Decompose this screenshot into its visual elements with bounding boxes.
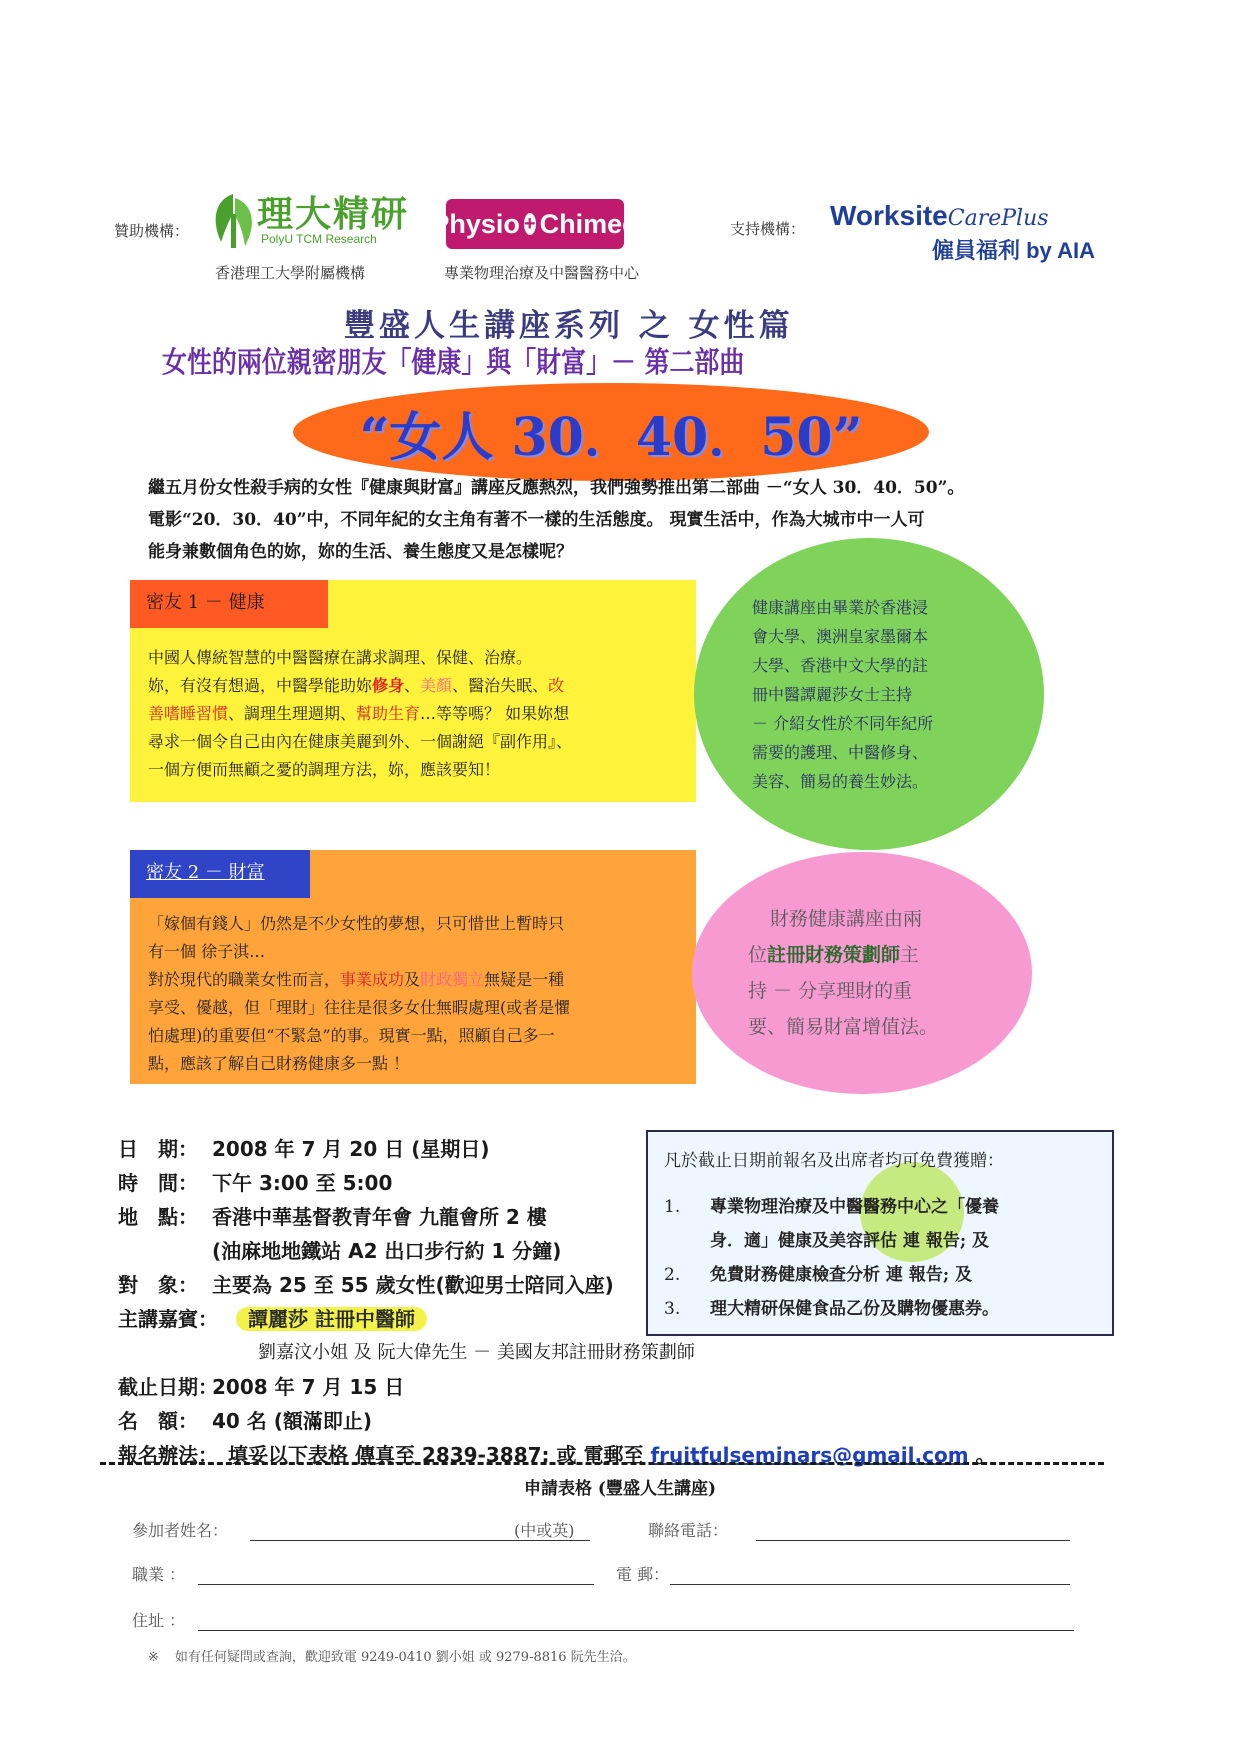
circle1-line: 大學、香港中文大學的註 <box>752 655 929 675</box>
friend2-line: 怕處理)的重要但“不緊急”的事。現實一點，照顧自己多一 <box>148 1026 555 1045</box>
friend1-line <box>148 672 572 700</box>
footnote-mark: ※ <box>148 1650 159 1665</box>
text-span: 對於現代的職業女性而言， <box>148 970 341 989</box>
worksite-logo-bold: Worksite <box>830 200 948 231</box>
target-value: 主要為 25 至 55 歲女性(歡迎男士陪同入座) <box>212 1273 614 1297</box>
gift-box <box>646 1130 1114 1336</box>
polyu-logo-cn: 理大精研 <box>257 193 410 234</box>
physio-chimed-logo <box>431 199 639 249</box>
form-title: 申請表格 (豐盛人生講座) <box>523 1479 716 1499</box>
text-span: 位 <box>748 944 768 966</box>
circle1-line: 會大學、澳洲皇家墨爾本 <box>752 626 929 646</box>
time-value: 下午 3:00 至 5:00 <box>212 1171 393 1195</box>
friend2-line <box>148 966 570 994</box>
friend2-body <box>148 910 570 1078</box>
circle2-line: 持 － 分享理財的重 <box>748 980 913 1002</box>
text-span: 無疑是一種 <box>484 970 565 989</box>
gift-list <box>664 1190 999 1326</box>
registration-value: 填妥以下表格 傳真至 2839-3887; 或 電郵至 <box>228 1443 644 1467</box>
friend1-body <box>148 644 572 784</box>
highlight-red: 善嗜睡習慣 <box>148 704 229 723</box>
footnote <box>148 1646 636 1665</box>
gift-text: 免費財務健康檢查分析 連 報告; 及 <box>710 1265 973 1285</box>
leaf-icon <box>205 190 261 250</box>
text-span: 、調理生理週期、 <box>228 704 357 723</box>
worksite-logo-script: CarePlus <box>947 206 1049 231</box>
wealth-speaker-circle <box>692 852 1032 1094</box>
worksite-careplus-logo <box>830 200 1049 232</box>
sponsor-label: 贊助機構： <box>114 222 190 240</box>
deadline-key: 截止日期： <box>118 1375 218 1399</box>
quota-value: 40 名 (額滿即止) <box>212 1409 373 1433</box>
registration-key: 報名辦法： <box>118 1443 218 1467</box>
friend2-line: 有一個 徐子淇… <box>148 942 266 961</box>
series-subtitle: 女性的兩位親密朋友「健康」與「財富」－ 第二部曲 <box>162 345 745 379</box>
quota-key: 名 額： <box>118 1409 198 1433</box>
friend1-line <box>148 700 572 728</box>
sponsor-caption: 香港理工大學附屬機構 <box>215 264 366 282</box>
friend1-card <box>130 580 696 802</box>
plus-circle-icon: + <box>523 212 536 235</box>
highlight-red: 事業成功 <box>340 970 405 989</box>
address-field[interactable] <box>198 1630 1074 1631</box>
registration-email-link[interactable]: fruitfulseminars@gmail.com <box>650 1443 969 1467</box>
time-key: 時 間： <box>118 1171 198 1195</box>
highlight-red: 修身 <box>372 676 405 695</box>
friend2-line: 「嫁個有錢人」仍然是不少女性的夢想，只可惜世上暫時只 <box>148 914 565 933</box>
friend1-tag: 密友 1 － 健康 <box>130 580 328 628</box>
footnote-text: 如有任何疑問或查詢，歡迎致電 9249-0410 劉小姐 或 9279-8816 阮先生洽。 <box>174 1650 636 1665</box>
support-label: 支持機構： <box>730 220 806 238</box>
physio-logo-left: Physio <box>431 208 520 239</box>
physio-logo-right: Chimed <box>539 208 639 239</box>
text-span: …等等嗎？ 如果妳想 <box>420 704 570 723</box>
phone-label: 聯絡電話： <box>648 1521 729 1540</box>
job-field[interactable] <box>198 1584 594 1585</box>
cut-line <box>100 1462 1104 1465</box>
highlight-red: 幫助生育 <box>356 704 421 723</box>
date-key: 日 期： <box>118 1137 198 1161</box>
gift-number: 3. <box>664 1299 681 1319</box>
circle2-line: 財務健康講座由兩 <box>770 908 923 930</box>
venue-value: 香港中華基督教青年會 九龍會所 2 樓 <box>212 1205 547 1229</box>
email-field[interactable] <box>670 1584 1070 1585</box>
email-label: 電 郵： <box>616 1565 670 1584</box>
circle1-line: － 介紹女性於不同年紀所 <box>752 713 934 733</box>
text-span: 主 <box>900 944 920 966</box>
phone-field[interactable] <box>756 1540 1070 1541</box>
venue-note: (油麻地地鐵站 A2 出口步行約 1 分鐘) <box>212 1239 562 1263</box>
text-span: 妳，有沒有想過，中醫學能助妳 <box>148 676 373 695</box>
venue-key: 地 點： <box>118 1205 198 1229</box>
friend2-line: 享受、優越，但「理財」往往是很多女仕無暇處理(或者是懼 <box>148 998 571 1017</box>
gift-text: 專業物理治療及中醫醫務中心之「優養 <box>710 1197 999 1217</box>
name-hint: (中或英) <box>514 1521 575 1540</box>
highlight-pink: 財政獨立 <box>420 970 485 989</box>
circle2-line <box>748 937 1002 973</box>
text-span: 、醫治失眠、 <box>452 676 549 695</box>
polyu-logo-en: PolyU TCM Research <box>261 232 377 246</box>
target-key: 對 象： <box>118 1273 198 1297</box>
gift-item <box>664 1190 999 1224</box>
text-span: 、 <box>404 676 421 695</box>
highlight-green: 註冊財務策劃師 <box>767 944 901 966</box>
circle2-line: 要、簡易財富增值法。 <box>748 1016 939 1038</box>
main-title-banner <box>293 383 929 481</box>
polyu-tcm-logo <box>205 186 410 252</box>
gift-title: 凡於截止日期前報名及出席者均可免費獲贈： <box>664 1151 1004 1171</box>
physio-caption: 專業物理治療及中醫醫務中心 <box>444 264 640 282</box>
friend1-line: 一個方便而無顧之憂的調理方法，妳，應該要知！ <box>148 760 501 779</box>
friend1-line: 中國人傳統智慧的中醫醫療在講求調理、保健、治療。 <box>148 648 533 667</box>
friend2-tag: 密友 2 － 財富 <box>130 850 310 898</box>
gift-number: 1. <box>664 1197 681 1217</box>
main-title: “女人 30．40．50” <box>359 406 863 468</box>
series-title: 豐盛人生講座系列 之 女性篇 <box>344 308 794 344</box>
speaker-key: 主講嘉賓： <box>118 1307 218 1331</box>
highlight-pink: 美顏 <box>420 676 453 695</box>
deadline-value: 2008 年 7 月 15 日 <box>212 1375 405 1399</box>
registration-row <box>118 1438 996 1472</box>
circle1-line: 需要的護理、中醫修身、 <box>752 742 929 762</box>
gift-item <box>664 1292 999 1326</box>
address-label: 住址 ： <box>132 1611 186 1630</box>
gift-item-cont: 身．適」健康及美容評估 連 報告; 及 <box>710 1231 990 1251</box>
circle1-line: 美容、簡易的養生妙法。 <box>752 771 929 791</box>
text-span: 及 <box>404 970 421 989</box>
circle1-line: 健康講座由畢業於香港浸 <box>752 597 929 617</box>
friend2-line: 點，應該了解自己財務健康多一點 ！ <box>148 1054 410 1073</box>
friend1-line: 尋求一個令自己由內在健康美麗到外、一個謝絕『副作用』、 <box>148 732 573 751</box>
friend2-card <box>130 850 696 1084</box>
intro-line: 能身兼數個角色的妳，妳的生活、養生態度又是怎樣呢？ <box>148 542 573 562</box>
gift-number: 2. <box>664 1265 681 1285</box>
date-value: 2008 年 7 月 20 日 (星期日) <box>212 1137 490 1161</box>
gift-item <box>664 1258 999 1292</box>
intro-line: 繼五月份女性殺手病的女性『健康與財富』講座反應熱烈，我們強勢推出第二部曲 －“女人 30．40．50”。 <box>148 478 965 498</box>
quota-row <box>118 1404 996 1438</box>
name-label: 參加者姓名： <box>132 1521 229 1540</box>
speaker-value-highlighted: 譚麗莎 註冊中醫師 <box>236 1307 427 1331</box>
highlight-red: 改 <box>548 676 565 695</box>
deadline-row <box>118 1370 996 1404</box>
worksite-logo-sub: 僱員福利 by AIA <box>932 238 1095 263</box>
health-speaker-circle <box>694 538 1044 850</box>
circle1-line: 冊中醫譚麗莎女士主持 <box>752 684 913 704</box>
job-label: 職業 ： <box>132 1565 186 1584</box>
gift-text: 理大精研保健食品乙份及購物優惠券。 <box>710 1299 999 1319</box>
speaker-row-2: 劉嘉汶小姐 及 阮大偉先生 － 美國友邦註冊財務策劃師 <box>258 1342 695 1363</box>
intro-line: 電影“20．30．40”中，不同年紀的女主角有著不一樣的生活態度。 現實生活中，作為大城市中一人可 <box>148 510 925 530</box>
registration-end: 。 <box>975 1443 996 1467</box>
